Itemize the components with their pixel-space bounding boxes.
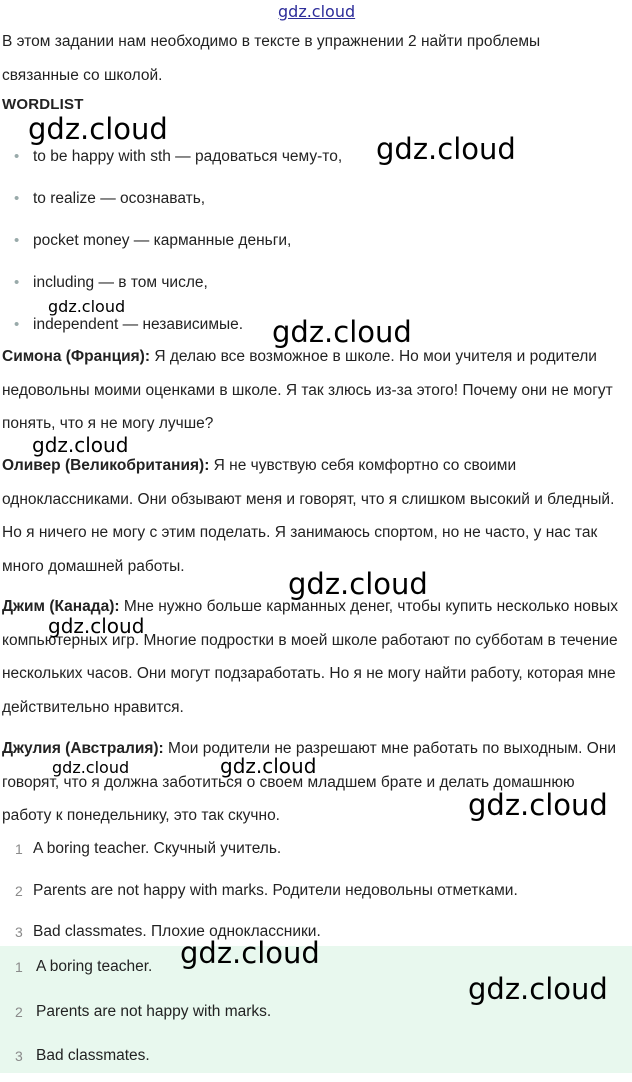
watermark: gdz.cloud — [220, 754, 317, 778]
list-item: • pocket money — карманные деньги, — [0, 224, 342, 266]
speaker-name: Джулия (Австралия): — [2, 740, 164, 757]
list-item: 1 A boring teacher. — [15, 958, 153, 975]
list-item: 2 Parents are not happy with marks. Родители недовольны отметками. — [15, 881, 518, 899]
watermark: gdz.cloud — [32, 433, 129, 457]
watermark-top-link[interactable]: gdz.cloud — [278, 2, 356, 21]
watermark: gdz.cloud — [28, 112, 168, 146]
watermark: gdz.cloud — [272, 315, 412, 349]
wordlist-heading: WORDLIST — [2, 96, 84, 113]
bullet-icon: • — [14, 274, 20, 291]
watermark: gdz.cloud — [468, 972, 608, 1006]
watermark: gdz.cloud — [468, 788, 608, 822]
list-item: 3 Bad classmates. — [15, 1047, 150, 1064]
list-item: • to realize — осознавать, — [0, 182, 342, 224]
speaker-name: Оливер (Великобритания): — [2, 457, 210, 474]
watermark: gdz.cloud — [48, 297, 126, 316]
list-item: • to be happy with sth — радоваться чему-то, — [0, 140, 342, 182]
watermark: gdz.cloud — [288, 567, 428, 601]
intro-text: В этом задании нам необходимо в тексте в упражнении 2 найти проблемы связанные со школой. — [2, 33, 541, 84]
speaker-name: Джим (Канада): — [2, 598, 120, 615]
bullet-icon: • — [14, 232, 20, 249]
bullet-icon: • — [14, 148, 20, 165]
bullet-icon: • — [14, 316, 20, 333]
speaker-name: Симона (Франция): — [2, 348, 151, 365]
list-item: • independent — независимые. — [0, 308, 342, 350]
list-item: 2 Parents are not happy with marks. — [15, 1002, 272, 1020]
list-item: • including — в том числе, — [0, 266, 342, 308]
watermark: gdz.cloud — [52, 758, 130, 777]
list-item: 3 Bad classmates. Плохие одноклассники. — [15, 923, 321, 940]
paragraph-jim: Джим (Канада): Мне нужно больше карманных денег, чтобы купить несколько новых компьютерных игр. Многие подростки в моей школе работают по субботам в течение нескольких часов. Они могут подзаработать. Но я не могу найти работу, которая мне действительно нравится. — [2, 598, 619, 716]
watermark: gdz.cloud — [376, 132, 516, 166]
paragraph-simona: Симона (Франция): Я делаю все возможное в школе. Но мои учителя и родители недовольны моими оценками в школе. Я так злюсь из-за этого! Почему они не могут понять, что я не могу лучше? — [2, 348, 613, 433]
bullet-icon: • — [14, 190, 20, 207]
paragraph-julia: Джулия (Австралия): Мои родители не разрешают мне работать по выходным. Они говорят, что я должна заботиться о своем младшем брате и делать домашнюю работу к понедельнику, это так скучно. — [2, 740, 617, 825]
watermark: gdz.cloud — [180, 936, 320, 970]
list-item: 1 A boring teacher. Скучный учитель. — [15, 840, 282, 857]
watermark: gdz.cloud — [48, 614, 145, 638]
paragraph-oliver: Оливер (Великобритания): Я не чувствую себя комфортно со своими одноклассниками. Они обзывают меня и говорят, что я слишком высокий и бледный. Но я ничего не могу с этим поделать. Я занимаюсь спортом, но не часто, у нас так много домашней работы. — [2, 457, 615, 575]
